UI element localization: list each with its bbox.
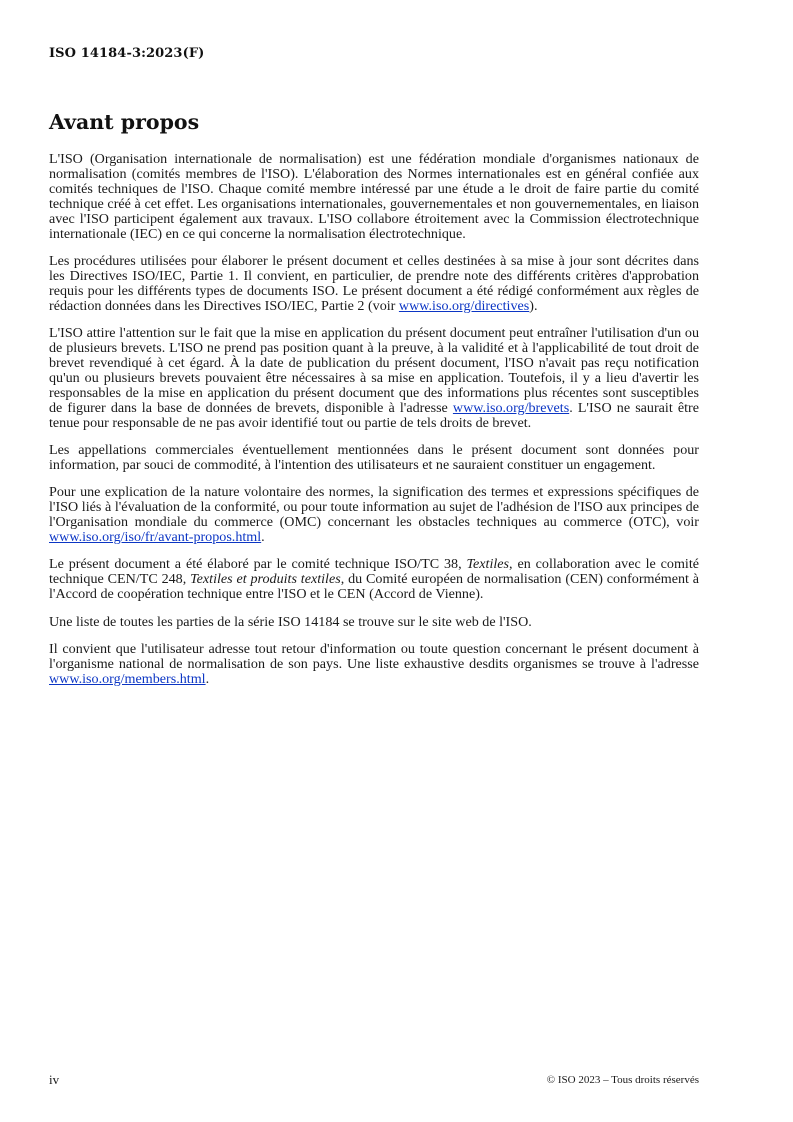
paragraph-committee bbox=[49, 557, 699, 602]
paragraph-trade-names: Les appellations commerciales éventuellement mentionnées dans le présent document sont données pour information, par souci de commodité, à l'intention des utilisateurs et ne sauraient constituer un engagement. bbox=[49, 441, 699, 473]
paragraph-text: , du Comité européen de normalisation (CEN) conformément à l'Accord de coopération technique entre l'ISO et le CEN (Accord de Vienne). bbox=[49, 571, 700, 603]
foreword-body bbox=[49, 152, 699, 699]
paragraph-text: . bbox=[205, 670, 210, 687]
page-number: iv bbox=[49, 1072, 60, 1087]
committee-title-textiles: Textiles bbox=[466, 556, 510, 573]
paragraph-text: . L'ISO ne saurait être tenue pour responsable de ne pas avoir identifié tout ou partie de tels droits de brevet. bbox=[49, 399, 699, 431]
page-title: Avant propos bbox=[49, 110, 200, 134]
paragraph-text: L'ISO attire l'attention sur le fait que la mise en application du présent document peut entraîner l'utilisation d'un ou de plusieurs brevets. L'ISO ne prend pas position quant à la preuve, à la validité et à l'applicabilité de tout droit de brevet revendiqué à cet égard. À la date de publication du présent document, l'ISO n'avait pas reçu notification qu'un ou plusieurs brevets pouvaient être nécessaires à sa mise en application. Toutefois, il y a lieu d'avertir les responsables de la mise en application du présent document que des informations plus récentes sont susceptibles de figurer dans la base de données de brevets, disponible à l'adresse bbox=[49, 325, 699, 416]
members-link[interactable]: www.iso.org/members.html bbox=[49, 670, 206, 687]
patents-link[interactable]: www.iso.org/brevets bbox=[452, 399, 570, 416]
paragraph-feedback bbox=[49, 642, 699, 687]
paragraph-text: . bbox=[261, 528, 265, 545]
directives-link[interactable]: www.iso.org/directives bbox=[398, 297, 530, 314]
paragraph-voluntary-nature bbox=[49, 485, 699, 545]
paragraph-text: ). bbox=[529, 297, 538, 314]
paragraph-text: Il convient que l'utilisateur adresse tout retour d'information ou toute question concernant le présent document à l'organisme national de normalisation de son pays. Une liste exhaustive desdits organismes se trouve à l'adresse bbox=[49, 640, 699, 672]
paragraph-text: , en collaboration avec le comité technique CEN/TC 248, bbox=[49, 556, 699, 588]
paragraph-series-list: Une liste de toutes les parties de la série ISO 14184 se trouve sur le site web de l'ISO. bbox=[49, 613, 532, 630]
paragraph-procedures bbox=[49, 254, 699, 314]
foreword-link[interactable]: www.iso.org/iso/fr/avant-propos.html bbox=[49, 528, 262, 545]
paragraph-text: Pour une explication de la nature volontaire des normes, la signification des termes et expressions spécifiques de l'ISO liés à l'évaluation de la conformité, ou pour toute information au sujet de l'adhésion de l'ISO aux principes de l'Organisation mondiale du commerce (OMC) concernant les obstacles techniques au commerce (OTC), voir bbox=[49, 484, 699, 531]
paragraph-text: Le présent document a été élaboré par le comité technique ISO/TC 38, bbox=[49, 556, 467, 573]
paragraph-patents bbox=[49, 326, 699, 430]
paragraph-text: Les procédures utilisées pour élaborer le présent document et celles destinées à sa mise à jour sont décrites dans les Directives ISO/IEC, Partie 1. Il convient, en particulier, de prendre note des différents critères d'approbation requis pour les différents types de documents ISO. Le présent document a été rédigé conformément aux règles de rédaction données dans les Directives ISO/IEC, Partie 2 (voir bbox=[49, 252, 699, 314]
copyright-notice: © ISO 2023 – Tous droits réservés bbox=[546, 1074, 699, 1086]
document-id: ISO 14184-3:2023(F) bbox=[49, 46, 205, 61]
paragraph-iso-intro: L'ISO (Organisation internationale de normalisation) est une fédération mondiale d'organismes nationaux de normalisation (comités membres de l'ISO). L'élaboration des Normes internationales est en général confiée aux comités techniques de l'ISO. Chaque comité membre intéressé par une étude a le droit de faire partie du comité technique créé à cet effet. Les organisations internationales, gouvernementales et non gouvernementales, en liaison avec l'ISO participent également aux travaux. L'ISO collabore étroitement avec la Commission électrotechnique internationale (IEC) en ce qui concerne la normalisation électrotechnique. bbox=[49, 151, 699, 242]
committee-title-textile-products: Textiles et produits textiles bbox=[190, 571, 341, 588]
